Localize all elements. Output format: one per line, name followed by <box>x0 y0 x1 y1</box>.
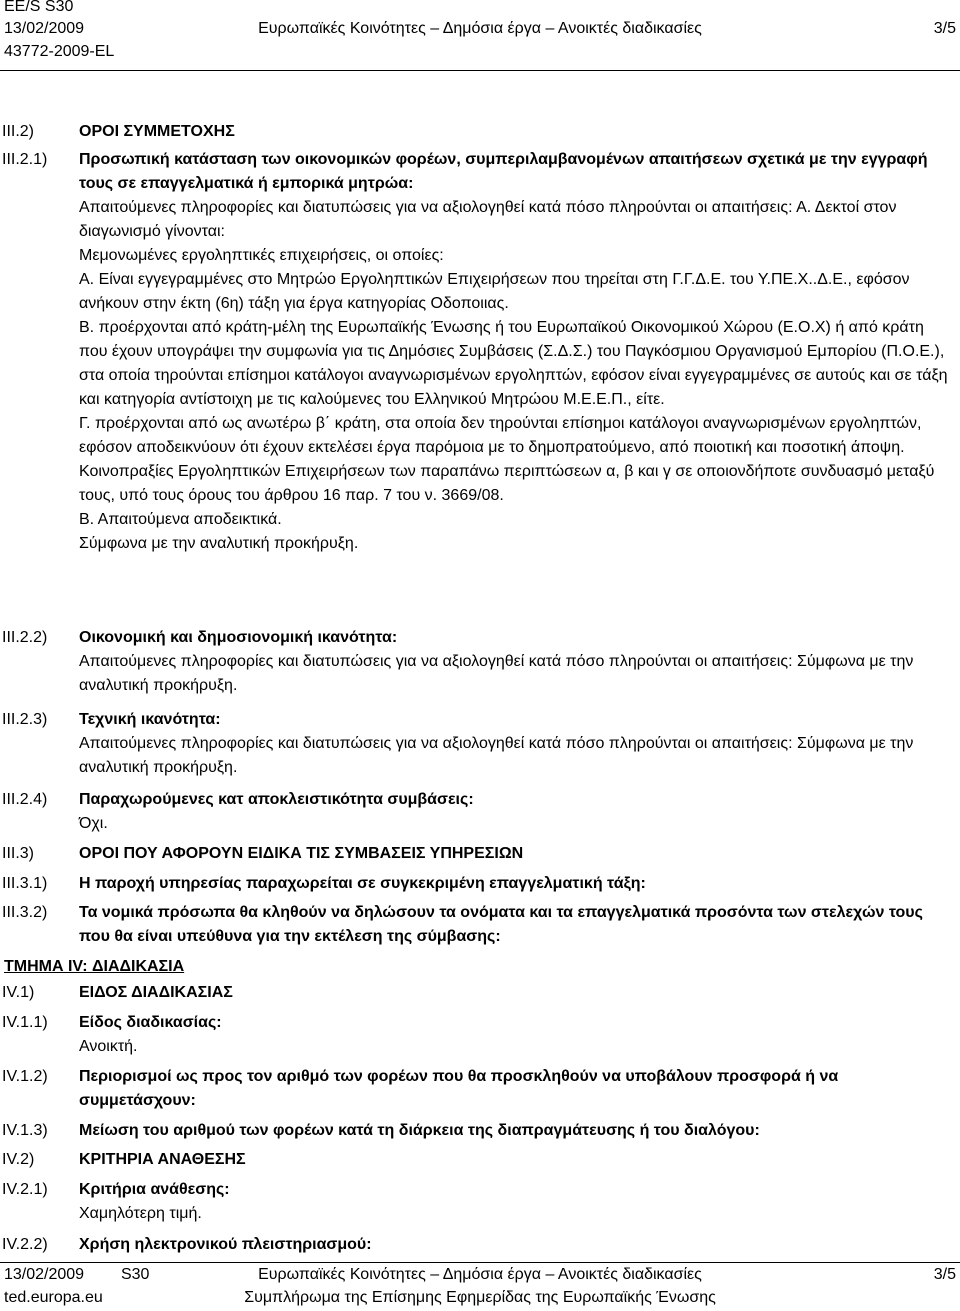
section-number: IV.2.1) <box>2 1181 48 1198</box>
section-title: ΚΡΙΤΗΡΙΑ ΑΝΑΘΕΣΗΣ <box>79 1151 246 1168</box>
section-body <box>79 148 950 556</box>
paragraph: Α. Είναι εγγεγραμμένες στο Μητρώο Εργοληπτικών Επιχειρήσεων που τηρείται στη Γ.Γ.Δ.Ε. του Υ.ΠΕ.Χ..Δ.Ε., εφόσον ανήκουν στην έκτη (6η) τάξη για έργα κατηγορίας Οδοποιιας. <box>79 271 910 312</box>
section-heading: Η παροχή υπηρεσίας παραχωρείται σε συγκεκριμένη επαγγελματική τάξη: <box>79 875 646 892</box>
header-doc-code: EE/S S30 <box>4 0 74 15</box>
section-body <box>79 788 950 836</box>
header-date: 13/02/2009 <box>4 20 85 37</box>
footer-doc-code: S30 <box>120 1266 150 1283</box>
section-number: III.2.4) <box>2 791 48 808</box>
paragraph: Απαιτούμενες πληροφορίες και διατυπώσεις για να αξιολογηθεί κατά πόσο πληρούνται οι απαιτήσεις: Σύμφωνα με την αναλυτική προκήρυξη. <box>79 735 914 776</box>
section-number: III.2.1) <box>2 151 48 168</box>
section-heading: Οικονομική και δημοσιονομική ικανότητα: <box>79 629 398 646</box>
paragraph: Χαμηλότερη τιμή. <box>79 1205 202 1222</box>
paragraph: Γ. προέρχονται από ως ανωτέρω β΄ κράτη, στα οποία δεν τηρούνται επίσημοι κατάλογοι αναγνωρισμένων εργοληπτών, εφόσον αποδεικνύουν ότι έχουν εκτελέσει έργα παρόμοια με το δημοπρατούμενο, από ποιοτική και ποσοτική άποψη. <box>79 415 922 456</box>
section-heading: Παραχωρούμενες κατ αποκλειστικότητα συμβάσεις: <box>79 791 474 808</box>
part-title: ΤΜΗΜΑ IV: ΔΙΑΔΙΚΑΣΙΑ <box>4 958 185 975</box>
section-body <box>79 708 950 780</box>
section-number: IV.1) <box>2 984 35 1001</box>
section-heading: Μείωση του αριθμού των φορέων κατά τη διάρκεια της διαπραγμάτευσης ή του διαλόγου: <box>79 1122 760 1139</box>
footer-subtitle: Συμπλήρωμα της Επίσημης Εφημερίδας της Ευρωπαϊκής Ένωσης <box>244 1289 716 1306</box>
section-title: ΟΡΟΙ ΠΟΥ ΑΦΟΡΟΥΝ ΕΙΔΙΚΑ ΤΙΣ ΣΥΜΒΑΣΕΙΣ ΥΠΗΡΕΣΙΩΝ <box>79 845 524 862</box>
paragraph: Μεμονωμένες εργοληπτικές επιχειρήσεις, οι οποίες: <box>79 247 444 264</box>
section-number: III.3.1) <box>2 875 48 892</box>
paragraph: Β. προέρχονται από κράτη-μέλη της Ευρωπαϊκής Ένωσης ή του Ευρωπαϊκού Οικονομικού Χώρου (Ε.Ο.Χ) ή από κράτη που έχουν υπογράψει την συμφωνία για τις Δημόσιες Συμβάσεις (Σ.Δ.Σ.) του Παγκόσμιου Οργανισμού Εμπορίου (Π.Ο.Ε.), στα οποία τηρούνται επίσημοι κατάλογοι αναγνωρισμένων εργοληπτών, εφόσον είναι εγγεγραμμένες σε αυτούς και σε τάξη και κατηγορία αντίστοιχη με τις καλούμενες του Ελληνικού Μητρώου Μ.Ε.Ε.Π., είτε. <box>79 319 948 408</box>
paragraph: Σύμφωνα με την αναλυτική προκήρυξη. <box>79 535 359 552</box>
footer-site-link[interactable]: ted.europa.eu <box>4 1289 103 1306</box>
section-number: III.3.2) <box>2 904 48 921</box>
footer-page-number: 3/5 <box>933 1266 956 1283</box>
section-heading: Κριτήρια ανάθεσης: <box>79 1181 230 1198</box>
section-body <box>79 1178 950 1226</box>
section-number: IV.1.3) <box>2 1122 48 1139</box>
section-number: III.3) <box>2 845 35 862</box>
footer-title: Ευρωπαϊκές Κοινότητες – Δημόσια έργα – Ανοικτές διαδικασίες <box>258 1266 702 1283</box>
section-body <box>79 1011 950 1059</box>
paragraph: Απαιτούμενες πληροφορίες και διατυπώσεις για να αξιολογηθεί κατά πόσο πληρούνται οι απαιτήσεις: Σύμφωνα με την αναλυτική προκήρυξη. <box>79 653 914 694</box>
page-footer <box>4 1265 956 1311</box>
section-title: ΟΡΟΙ ΣΥΜΜΕΤΟΧΗΣ <box>79 123 235 140</box>
header-rule <box>0 70 960 71</box>
section-heading: Περιορισμοί ως προς τον αριθμό των φορέων που θα προσκληθούν να υποβάλουν προσφορά ή να συμμετάσχουν: <box>79 1068 839 1109</box>
paragraph: Κοινοπραξίες Εργοληπτικών Επιχειρήσεων των παραπάνω περιπτώσεων α, β και γ σε οποιονδήποτε συνδυασμό μεταξύ τους, υπό τους όρους του άρθρου 16 παρ. 7 του ν. 3669/08. <box>79 463 935 504</box>
header-page-number: 3/5 <box>933 20 956 37</box>
section-number: III.2.2) <box>2 629 48 646</box>
section-heading: Είδος διαδικασίας: <box>79 1014 222 1031</box>
footer-rule <box>0 1262 960 1263</box>
section-number: IV.1.2) <box>2 1068 48 1085</box>
section-body <box>79 626 950 698</box>
section-heading: Τα νομικά πρόσωπα θα κληθούν να δηλώσουν τα ονόματα και τα επαγγελματικά προσόντα των στελεχών τους που θα είναι υπεύθυνα για την εκτέλεση της σύμβασης: <box>79 904 923 945</box>
section-number: IV.2) <box>2 1151 35 1168</box>
footer-date: 13/02/2009 <box>4 1266 85 1283</box>
section-heading: Χρήση ηλεκτρονικού πλειστηριασμού: <box>79 1236 372 1253</box>
page-header <box>4 0 956 67</box>
section-number: IV.1.1) <box>2 1014 48 1031</box>
paragraph: Απαιτούμενες πληροφορίες και διατυπώσεις για να αξιολογηθεί κατά πόσο πληρούνται οι απαιτήσεις: Α. Δεκτοί στον διαγωνισμό γίνονται: <box>79 199 897 240</box>
section-number: III.2) <box>2 123 35 140</box>
paragraph: Β. Απαιτούμενα αποδεικτικά. <box>79 511 282 528</box>
section-heading: Προσωπική κατάσταση των οικονομικών φορέων, συμπεριλαμβανομένων απαιτήσεων σχετικά με την εγγραφή τους σε επαγγελματικά ή εμπορικά μητρώα: <box>79 151 928 192</box>
paragraph: Ανοικτή. <box>79 1038 138 1055</box>
section-title: ΕΙΔΟΣ ΔΙΑΔΙΚΑΣΙΑΣ <box>79 984 233 1001</box>
section-number: III.2.3) <box>2 711 48 728</box>
header-notice-id: 43772-2009-EL <box>4 43 115 60</box>
header-title: Ευρωπαϊκές Κοινότητες – Δημόσια έργα – Ανοικτές διαδικασίες <box>258 20 702 37</box>
section-heading: Τεχνική ικανότητα: <box>79 711 221 728</box>
paragraph: Όχι. <box>79 815 108 832</box>
section-number: IV.2.2) <box>2 1236 48 1253</box>
